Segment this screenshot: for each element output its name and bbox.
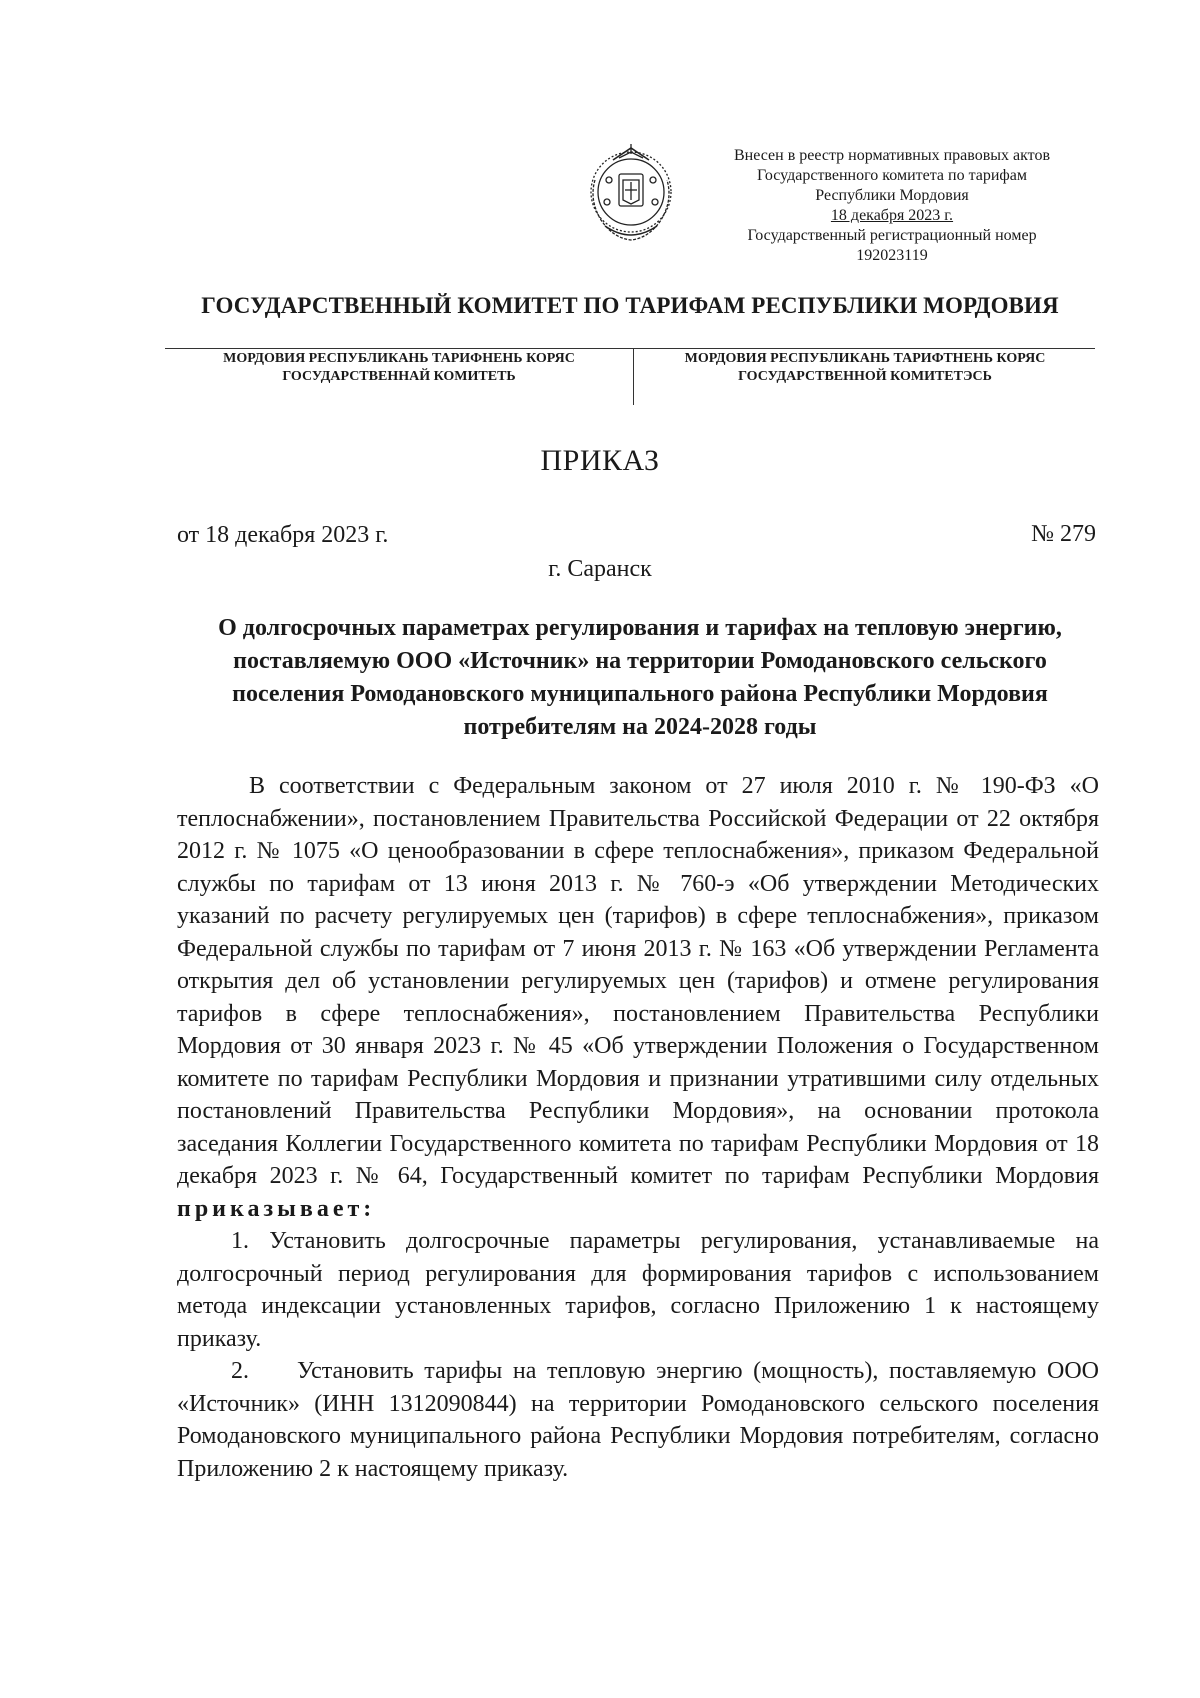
document-number: № 279 — [1031, 521, 1096, 547]
document-city: г. Саранск — [548, 556, 652, 582]
registry-stamp — [712, 146, 1072, 266]
committee-name-moksha — [170, 350, 628, 386]
orders-word: приказывает: — [177, 1195, 376, 1222]
header-divider-line — [165, 348, 1095, 349]
registry-line: Республики Мордовия — [815, 187, 969, 204]
preamble-text: В соответствии с Федеральным законом от 27 июля 2010 г. № 190-ФЗ «О теплоснабжении», постановлением Правительства Российской Федерации от 22 октября 2012 г. № 1075 «О ценообразовании в сфере теплоснабжения», приказом Федеральной службы по тарифам от 13 июня 2013 г. № 760-э «Об утверждении Методических указаний по расчету регулируемых цен (тарифов) в сфере теплоснабжения», приказом Федеральной службы по тарифам от 7 июня 2013 г. № 163 «Об утверждении Регламента открытия дел об установлении регулируемых цен (тарифов) и отмене регулирования тарифов в сфере теплоснабжения», постановлением Правительства Республики Мордовия от 30 января 2023 г. № 45 «Об утверждении Положения о Государственном комитете по тарифам Республики Мордовия и признании утратившими силу отдельных постановлений Правительства Республики Мордовия», на основании протокола заседания Коллегии Государственного комитета по тарифам Республики Мордовия от 18 декабря 2023 г. № 64, Государственный комитет по тарифам Республики Мордовия — [177, 773, 1099, 1189]
committee-name-line: ГОСУДАРСТВЕННОЙ КОМИТЕТЭСЬ — [738, 369, 992, 384]
document-body — [177, 770, 1099, 1485]
order-item-1: 1. Установить долгосрочные параметры регулирования, устанавливаемые на долгосрочный период регулирования для формирования тарифов с использованием метода индексации установленных тарифов, согласно Приложению 1 к настоящему приказу. — [177, 1228, 1099, 1352]
committee-title: ГОСУДАРСТВЕННЫЙ КОМИТЕТ ПО ТАРИФАМ РЕСПУБЛИКИ МОРДОВИЯ — [201, 293, 1059, 318]
document-title: О долгосрочных параметрах регулирования и тарифах на тепловую энергию, поставляемую ООО «Источник» на территории Ромодановского сельского поселения Ромодановского муниципального района Республики Мордовия потребителям на 2024-2028 годы — [218, 615, 1062, 740]
committee-name-erzya — [640, 350, 1090, 386]
committee-name-line: МОРДОВИЯ РЕСПУБЛИКАНЬ ТАРИФНЕНЬ КОРЯС — [223, 351, 575, 366]
order-item-2: 2. Установить тарифы на тепловую энергию (мощность), поставляемую ООО «Источник» (ИНН 1312090844) на территории Ромодановского сельского поселения Ромодановского муниципального района Республики Мордовия потребителям, согласно Приложению 2 к настоящему приказу. — [177, 1358, 1099, 1482]
coat-of-arms-emblem — [583, 140, 679, 248]
document-date: от 18 декабря 2023 г. — [177, 522, 389, 548]
committee-name-line: ГОСУДАРСТВЕННАЙ КОМИТЕТЬ — [282, 369, 516, 384]
header-vertical-divider — [633, 349, 634, 405]
registry-date: 18 декабря 2023 г. — [830, 207, 954, 224]
registry-line: Государственного комитета по тарифам — [756, 167, 1028, 184]
preamble-paragraph — [177, 770, 1099, 1225]
registry-number: 192023119 — [856, 247, 928, 264]
registry-line: Внесен в реестр нормативных правовых актов — [734, 147, 1050, 164]
registry-number-label: Государственный регистрационный номер — [747, 227, 1037, 244]
committee-name-line: МОРДОВИЯ РЕСПУБЛИКАНЬ ТАРИФТНЕНЬ КОРЯС — [684, 351, 1046, 366]
document-type: ПРИКАЗ — [540, 444, 660, 477]
